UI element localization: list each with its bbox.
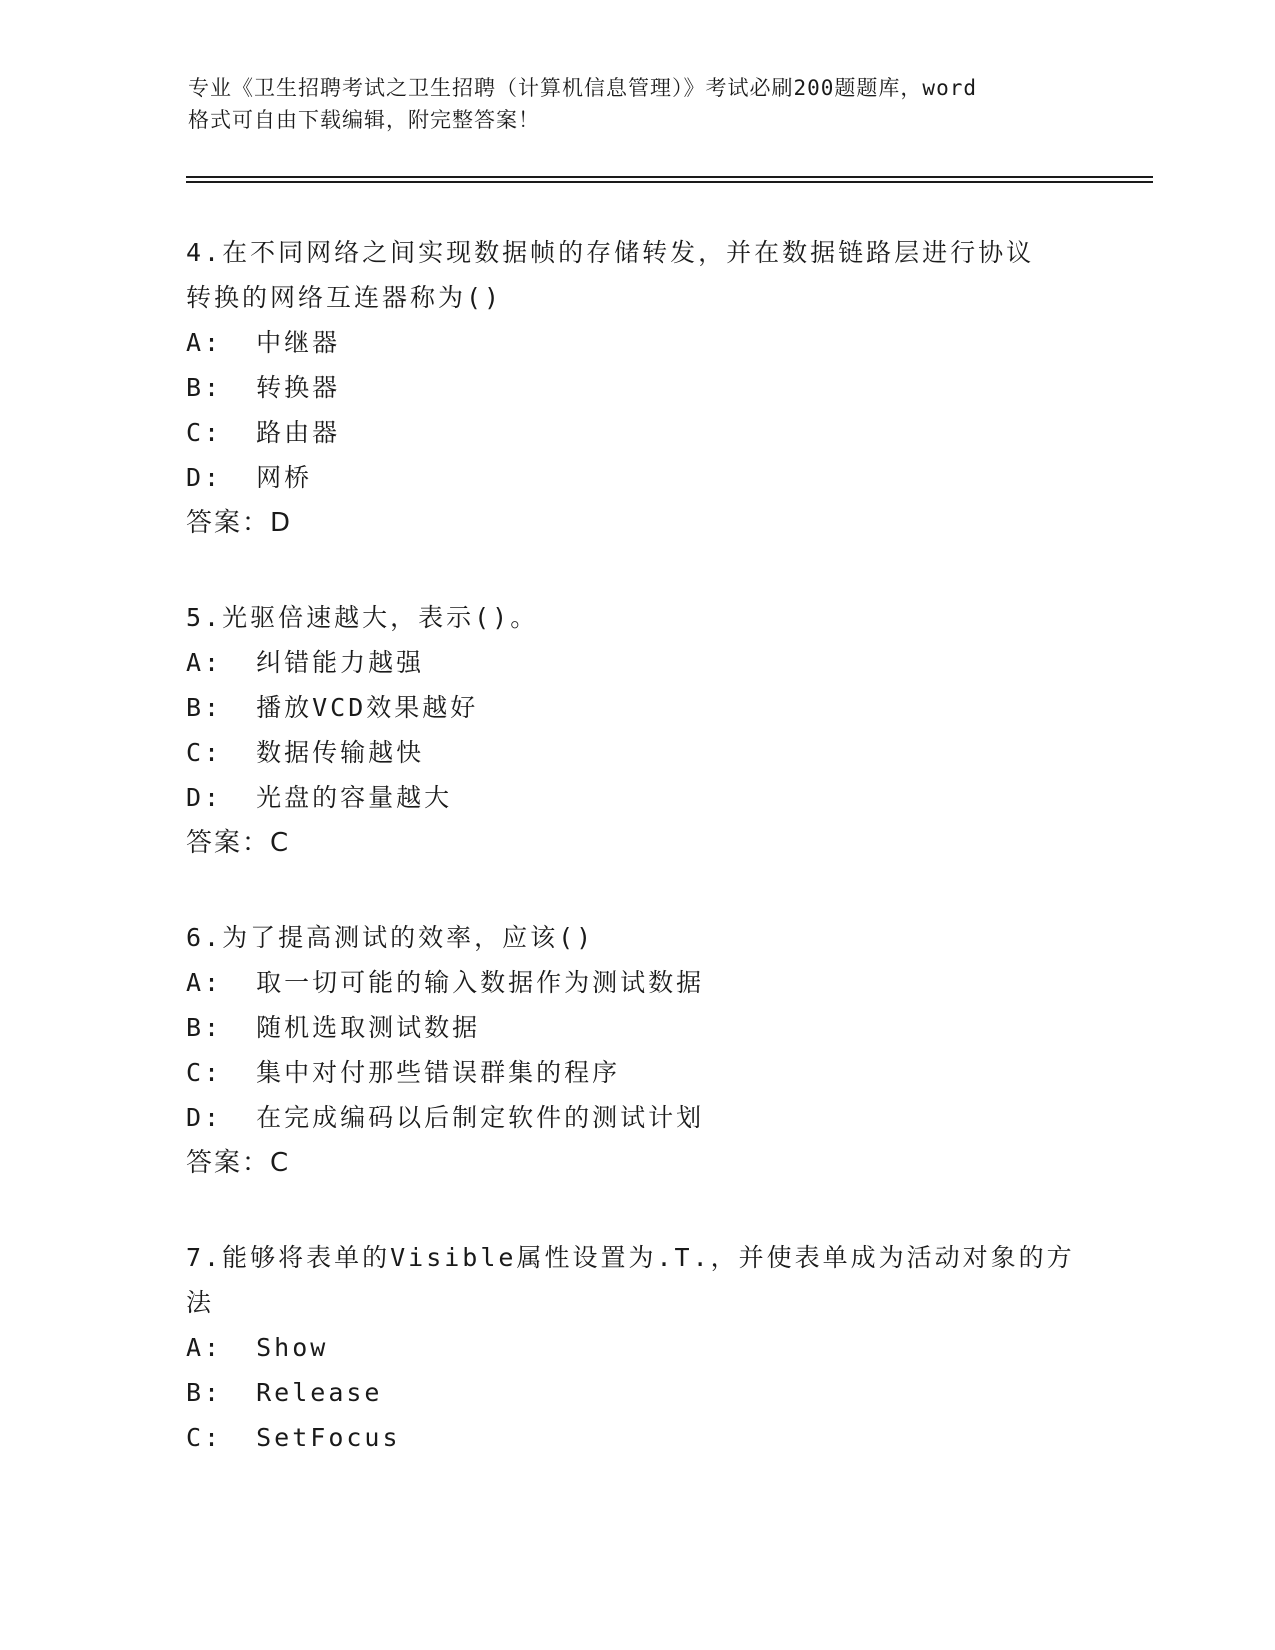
option-letter: C: [186, 418, 223, 447]
option-b [186, 365, 1086, 410]
question-5 [186, 595, 1086, 866]
question-text-line: 4.在不同网络之间实现数据帧的存储转发，并在数据链路层进行协议 [186, 238, 1035, 267]
option-letter: D: [186, 463, 223, 492]
option-letter: C: [186, 738, 223, 767]
option-letter: C: [186, 1058, 223, 1087]
option-text: 在完成编码以后制定软件的测试计划 [256, 1103, 705, 1132]
option-text: 网桥 [256, 463, 313, 492]
option-letter: C: [186, 1423, 223, 1452]
option-text: 纠错能力越强 [256, 648, 425, 677]
option-text: Show [256, 1333, 329, 1362]
option-letter: B: [186, 693, 223, 722]
option-b [186, 1005, 1086, 1050]
header-line-2: 格式可自由下载编辑，附完整答案！ [188, 108, 540, 132]
question-text [186, 915, 1086, 960]
option-a [186, 320, 1086, 365]
option-text: 播放VCD效果越好 [256, 693, 479, 722]
option-d [186, 455, 1086, 500]
option-letter: A: [186, 968, 223, 997]
question-4 [186, 230, 1086, 546]
header-divider-top [186, 176, 1153, 178]
option-text: 中继器 [256, 328, 341, 357]
option-letter: D: [186, 1103, 223, 1132]
option-b [186, 685, 1086, 730]
header-divider-bottom [186, 181, 1153, 183]
option-letter: B: [186, 1378, 223, 1407]
option-text: Release [256, 1378, 383, 1407]
option-text: 集中对付那些错误群集的程序 [256, 1058, 621, 1087]
question-text-line: 5.光驱倍速越大，表示()。 [186, 603, 539, 632]
question-6 [186, 915, 1086, 1186]
option-letter: A: [186, 328, 223, 357]
option-text: 取一切可能的输入数据作为测试数据 [256, 968, 705, 997]
answer-line: 答案：D [186, 508, 293, 538]
option-a [186, 640, 1086, 685]
question-text-line: 法 [186, 1288, 215, 1317]
option-text: 路由器 [256, 418, 341, 447]
question-list [186, 230, 1086, 1509]
answer-line: 答案：C [186, 1148, 291, 1178]
option-a [186, 1325, 1086, 1370]
question-text-line: 7.能够将表单的Visible属性设置为.T.，并使表单成为活动对象的方 [186, 1243, 1075, 1272]
option-b [186, 1370, 1086, 1415]
option-text: SetFocus [256, 1423, 401, 1452]
question-text-line: 转换的网络互连器称为() [186, 283, 503, 312]
document-header [188, 72, 1088, 136]
option-text: 转换器 [256, 373, 341, 402]
option-letter: B: [186, 1013, 223, 1042]
option-letter: A: [186, 648, 223, 677]
option-a [186, 960, 1086, 1005]
option-d [186, 1095, 1086, 1140]
question-text [186, 230, 1086, 320]
option-text: 光盘的容量越大 [256, 783, 453, 812]
question-text-line: 6.为了提高测试的效率，应该() [186, 923, 595, 952]
option-c [186, 410, 1086, 455]
option-c [186, 730, 1086, 775]
option-c [186, 1415, 1086, 1460]
answer-line: 答案：C [186, 828, 291, 858]
option-letter: B: [186, 373, 223, 402]
option-text: 随机选取测试数据 [256, 1013, 481, 1042]
question-text [186, 1235, 1086, 1325]
question-7 [186, 1235, 1086, 1460]
option-text: 数据传输越快 [256, 738, 425, 767]
option-letter: D: [186, 783, 223, 812]
header-line-1: 专业《卫生招聘考试之卫生招聘（计算机信息管理）》考试必刷200题题库，word [188, 76, 977, 100]
option-c [186, 1050, 1086, 1095]
option-d [186, 775, 1086, 820]
option-letter: A: [186, 1333, 223, 1362]
question-text [186, 595, 1086, 640]
